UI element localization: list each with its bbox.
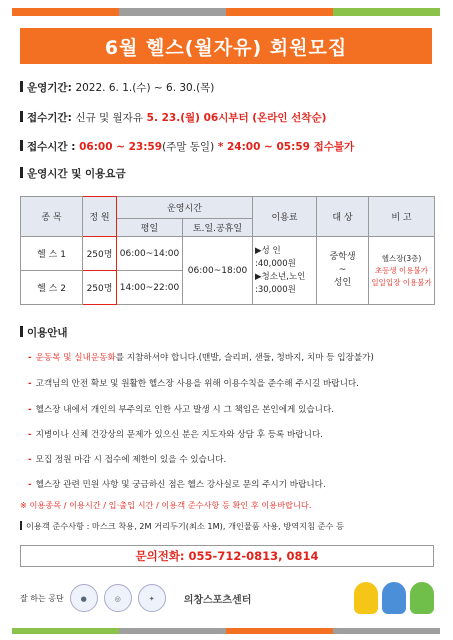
guide-item-4: - 지병이나 신체 건강상의 문제가 있으신 분은 지도자와 상담 후 등록 바랍니다. bbox=[28, 430, 323, 440]
reception-time: 접수시간 : 06:00 ~ 23:59(주말 동일) * 24:00 ~ 05:59 접수불가 bbox=[20, 139, 354, 154]
guide-item-6: - 헬스장 관련 민원 사항 및 궁금하신 점은 헬스 강사실로 문의 주시기 바랍니다. bbox=[28, 480, 326, 490]
target-cell: 중학생 ~ 성인 bbox=[317, 237, 369, 305]
header-note: 비 고 bbox=[369, 197, 435, 237]
sports-center-logo: 의창스포츠센터 bbox=[183, 594, 252, 606]
section-guide-heading: 이용안내 bbox=[20, 325, 68, 340]
guide-item-5: - 모집 정원 마감 시 접수에 제한이 있을 수 있습니다. bbox=[28, 455, 227, 465]
header-type: 종 목 bbox=[21, 197, 83, 237]
user-rules: 이용객 준수사항 : 마스크 착용, 2M 거리두기(최소 1M), 개인물품 사용, 방역지침 준수 등 bbox=[20, 521, 344, 532]
row1-capacity: 250명 bbox=[83, 237, 117, 271]
notice-text: ※ 이용종목 / 이용시간 / 입·출입 시간 / 이용객 준수사항 등 확인 후 이용바랍니다. bbox=[20, 500, 312, 510]
header-fee: 이용료 bbox=[253, 197, 317, 237]
row1-weekday: 06:00~14:00 bbox=[117, 237, 183, 271]
note-cell: 헬스장(3층) 초등생 이용불가 일일입장 이용불가 bbox=[369, 237, 435, 305]
header-hours: 운영시간 bbox=[117, 197, 253, 219]
row2-type: 헬 스 2 bbox=[21, 271, 83, 305]
section-fees-heading: 운영시간 및 이용요금 bbox=[20, 166, 126, 181]
bullet-bar-icon bbox=[20, 111, 23, 122]
bullet-bar-icon bbox=[20, 326, 23, 337]
row2-capacity: 250명 bbox=[83, 271, 117, 305]
schedule-fee-table bbox=[20, 196, 435, 305]
bullet-bar-icon bbox=[20, 140, 23, 151]
weekend-hours: 06:00~18:00 bbox=[183, 237, 253, 305]
registration-period: 접수기간: 신규 및 월자유 5. 23.(월) 06시부터 (온라인 선착순) bbox=[20, 110, 326, 125]
row2-weekday: 14:00~22:00 bbox=[117, 271, 183, 305]
mascot-green-icon bbox=[410, 582, 434, 614]
bullet-bar-icon bbox=[20, 81, 23, 92]
operation-period: 운영기간: 2022. 6. 1.(수) ~ 6. 30.(목) bbox=[20, 80, 214, 95]
bottom-color-bar bbox=[12, 628, 440, 634]
row1-type: 헬 스 1 bbox=[21, 237, 83, 271]
guide-item-2: - 고객님의 안전 확보 및 원활한 헬스장 사용을 위해 이용수칙을 준수해 주시길 바랍니다. bbox=[28, 379, 359, 389]
header-capacity: 정 원 bbox=[83, 197, 117, 237]
emblem-icon: ● bbox=[70, 584, 98, 612]
mascot-blue-icon bbox=[382, 582, 406, 614]
header-weekday: 평일 bbox=[117, 219, 183, 237]
guide-item-1: - 운동복 및 실내운동화를 지참하셔야 합니다.(맨발, 슬리퍼, 샌들, 청바지, 치마 등 입장불가) bbox=[28, 353, 374, 363]
footer-logos bbox=[20, 578, 434, 618]
mascot-flag-icon bbox=[354, 582, 378, 614]
top-color-bar bbox=[12, 8, 440, 16]
fee-cell: ▶성 인 :40,000원 ▶청소년,노인 :30,000원 bbox=[253, 237, 317, 305]
org-slogan-logo: 잘 하는 공단 bbox=[20, 593, 64, 603]
bullet-bar-icon bbox=[20, 167, 23, 178]
award-icon: ◎ bbox=[104, 584, 132, 612]
header-weekend: 토.일.공휴일 bbox=[183, 219, 253, 237]
guide-item-3: - 헬스장 내에서 개인의 부주의로 인한 사고 발생 시 그 책임은 본인에게 있습니다. bbox=[28, 405, 335, 415]
contact-phone[interactable]: 문의전화: 055-712-0813, 0814 bbox=[20, 545, 434, 567]
bullet-bar-icon bbox=[20, 521, 22, 530]
header-target: 대 상 bbox=[317, 197, 369, 237]
page-title: 6월 헬스(월자유) 회원모집 bbox=[20, 28, 432, 64]
certification-icon: ✦ bbox=[138, 584, 166, 612]
